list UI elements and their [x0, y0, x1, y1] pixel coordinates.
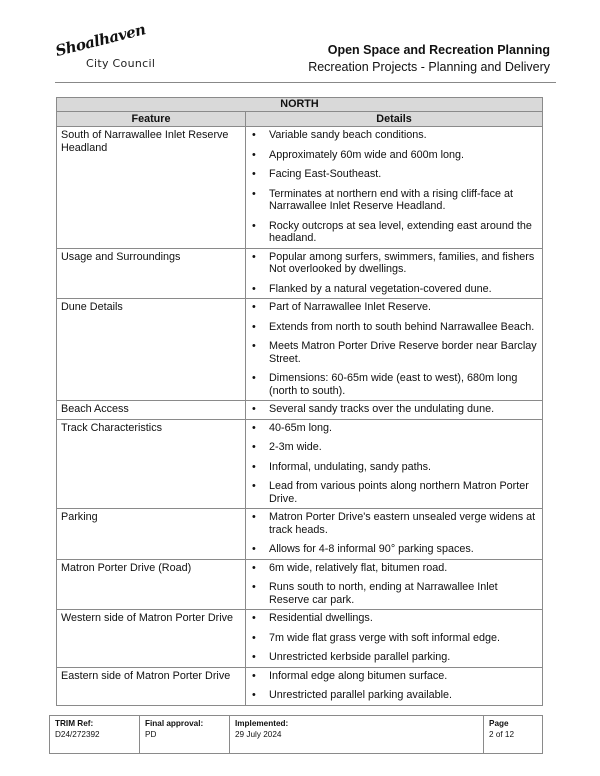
bullet-icon: • — [252, 250, 256, 263]
footer-implemented — [230, 716, 484, 754]
detail-text: Flanked by a natural vegetation-covered dune. — [269, 282, 492, 295]
table-body — [57, 127, 543, 706]
document-title: Open Space and Recreation Planning — [327, 43, 550, 57]
list-item — [252, 321, 538, 334]
details-cell — [246, 509, 543, 560]
final-approval-value: PD — [145, 730, 157, 739]
details-list — [252, 670, 538, 702]
bullet-icon: • — [252, 403, 256, 415]
list-item — [252, 422, 538, 435]
detail-text: Rocky outcrops at sea level, extending east around the headland. — [269, 219, 532, 244]
footer-page — [484, 716, 543, 754]
list-item — [252, 129, 538, 142]
list-item — [252, 251, 538, 276]
list-item — [252, 480, 538, 505]
logo-subtitle: City Council — [86, 57, 156, 70]
document-subtitle: Recreation Projects - Planning and Delivery — [308, 60, 550, 74]
bullet-icon: • — [252, 340, 256, 352]
bullet-icon: • — [252, 631, 256, 644]
list-item — [252, 340, 538, 365]
bullet-icon: • — [252, 543, 256, 555]
table-row — [57, 509, 543, 560]
bullet-icon: • — [252, 441, 256, 453]
bullet-icon: • — [252, 651, 256, 663]
feature-cell: Beach Access — [57, 401, 246, 420]
detail-text: Lead from various points along northern Matron Porter Drive. — [269, 480, 529, 505]
details-cell — [246, 667, 543, 705]
list-item — [252, 632, 538, 645]
feature-cell: Usage and Surroundings — [57, 248, 246, 299]
column-header-details: Details — [246, 112, 543, 127]
detail-text: Extends from north to south behind Narrawallee Beach. — [269, 320, 535, 333]
feature-cell: Eastern side of Matron Porter Drive — [57, 667, 246, 705]
details-list — [252, 301, 538, 397]
detail-text: 6m wide, relatively flat, bitumen road. — [269, 561, 448, 574]
detail-text: Meets Matron Porter Drive Reserve border near Barclay Street. — [269, 340, 537, 365]
list-item — [252, 581, 538, 606]
details-list — [252, 511, 538, 556]
detail-text: Informal, undulating, sandy paths. — [269, 460, 432, 473]
table-row — [57, 401, 543, 420]
details-list — [252, 422, 538, 506]
table-row — [57, 559, 543, 610]
implemented-label: Implemented: — [235, 719, 289, 728]
detail-text: 7m wide flat grass verge with soft informal edge. — [269, 631, 501, 644]
detail-text: Popular among surfers, swimmers, families, and fishers Not overlooked by dwellings. — [269, 250, 535, 275]
list-item — [252, 403, 538, 416]
detail-text: Informal edge along bitumen surface. — [269, 669, 448, 682]
document-footer — [49, 715, 543, 754]
table-row — [57, 299, 543, 401]
details-cell — [246, 401, 543, 420]
feature-cell: Matron Porter Drive (Road) — [57, 559, 246, 610]
north-features-table — [56, 97, 543, 706]
list-item — [252, 612, 538, 625]
details-list — [252, 129, 538, 245]
column-header-feature: Feature — [57, 112, 246, 127]
feature-cell: Western side of Matron Porter Drive — [57, 610, 246, 668]
footer-final-approval — [140, 716, 230, 754]
details-list — [252, 562, 538, 607]
details-cell — [246, 610, 543, 668]
detail-text: Several sandy tracks over the undulating dune. — [269, 403, 495, 415]
detail-text: Terminates at northern end with a rising cliff-face at Narrawallee Inlet Reserve Headland. — [269, 187, 514, 212]
detail-text: Approximately 60m wide and 600m long. — [269, 148, 465, 161]
list-item — [252, 283, 538, 296]
list-item — [252, 188, 538, 213]
bullet-icon: • — [252, 612, 256, 624]
logo-script-text: Shoalhaven — [53, 20, 148, 61]
list-item — [252, 149, 538, 162]
trim-ref-value: D24/272392 — [55, 730, 100, 739]
bullet-icon: • — [252, 148, 256, 161]
details-cell — [246, 127, 543, 249]
list-item — [252, 168, 538, 181]
section-title: NORTH — [57, 98, 543, 112]
list-item — [252, 543, 538, 556]
bullet-icon: • — [252, 187, 256, 200]
details-cell — [246, 248, 543, 299]
details-cell — [246, 559, 543, 610]
final-approval-label: Final approval: — [145, 719, 204, 728]
bullet-icon: • — [252, 480, 256, 492]
bullet-icon: • — [252, 689, 256, 701]
bullet-icon: • — [252, 129, 256, 141]
list-item — [252, 220, 538, 245]
detail-text: Residential dwellings. — [269, 612, 373, 624]
implemented-value: 29 July 2024 — [235, 730, 282, 739]
detail-text: 2-3m wide. — [269, 441, 322, 453]
list-item — [252, 301, 538, 314]
detail-text: Allows for 4-8 informal 90° parking spaces. — [269, 543, 474, 555]
bullet-icon: • — [252, 460, 256, 473]
footer-trim-ref — [50, 716, 140, 754]
list-item — [252, 670, 538, 683]
details-list — [252, 251, 538, 296]
detail-text: 40-65m long. — [269, 421, 333, 434]
table-row — [57, 419, 543, 509]
feature-cell: Dune Details — [57, 299, 246, 401]
details-cell — [246, 419, 543, 509]
detail-text: Unrestricted parallel parking available. — [269, 689, 453, 701]
detail-text: Facing East-Southeast. — [269, 168, 382, 180]
list-item — [252, 441, 538, 454]
trim-ref-label: TRIM Ref: — [55, 719, 94, 728]
bullet-icon: • — [252, 421, 256, 434]
feature-cell: Parking — [57, 509, 246, 560]
list-item — [252, 511, 538, 536]
page-value: 2 of 12 — [489, 730, 515, 739]
table-row — [57, 248, 543, 299]
feature-cell: South of Narrawallee Inlet Reserve Headland — [57, 127, 246, 249]
table-row — [57, 610, 543, 668]
detail-text: Part of Narrawallee Inlet Reserve. — [269, 301, 432, 313]
bullet-icon: • — [252, 669, 256, 682]
list-item — [252, 651, 538, 664]
bullet-icon: • — [252, 561, 256, 574]
details-list — [252, 403, 538, 416]
feature-cell: Track Characteristics — [57, 419, 246, 509]
list-item — [252, 689, 538, 702]
detail-text: Variable sandy beach conditions. — [269, 129, 427, 141]
council-logo — [53, 20, 156, 76]
list-item — [252, 372, 538, 397]
details-cell — [246, 299, 543, 401]
header-divider — [55, 82, 556, 83]
table-row — [57, 127, 543, 249]
detail-text: Runs south to north, ending at Narrawallee Inlet Reserve car park. — [269, 581, 498, 606]
bullet-icon: • — [252, 168, 256, 180]
bullet-icon: • — [252, 320, 256, 333]
bullet-icon: • — [252, 282, 256, 295]
list-item — [252, 461, 538, 474]
bullet-icon: • — [252, 372, 256, 384]
bullet-icon: • — [252, 301, 256, 313]
bullet-icon: • — [252, 219, 256, 232]
detail-text: Dimensions: 60-65m wide (east to west), 680m long (north to south). — [269, 372, 518, 397]
detail-text: Unrestricted kerbside parallel parking. — [269, 651, 451, 663]
bullet-icon: • — [252, 511, 256, 523]
detail-text: Matron Porter Drive's eastern unsealed verge widens at track heads. — [269, 511, 536, 536]
page-label: Page — [489, 719, 509, 728]
details-list — [252, 612, 538, 664]
table-row — [57, 667, 543, 705]
bullet-icon: • — [252, 581, 256, 593]
list-item — [252, 562, 538, 575]
